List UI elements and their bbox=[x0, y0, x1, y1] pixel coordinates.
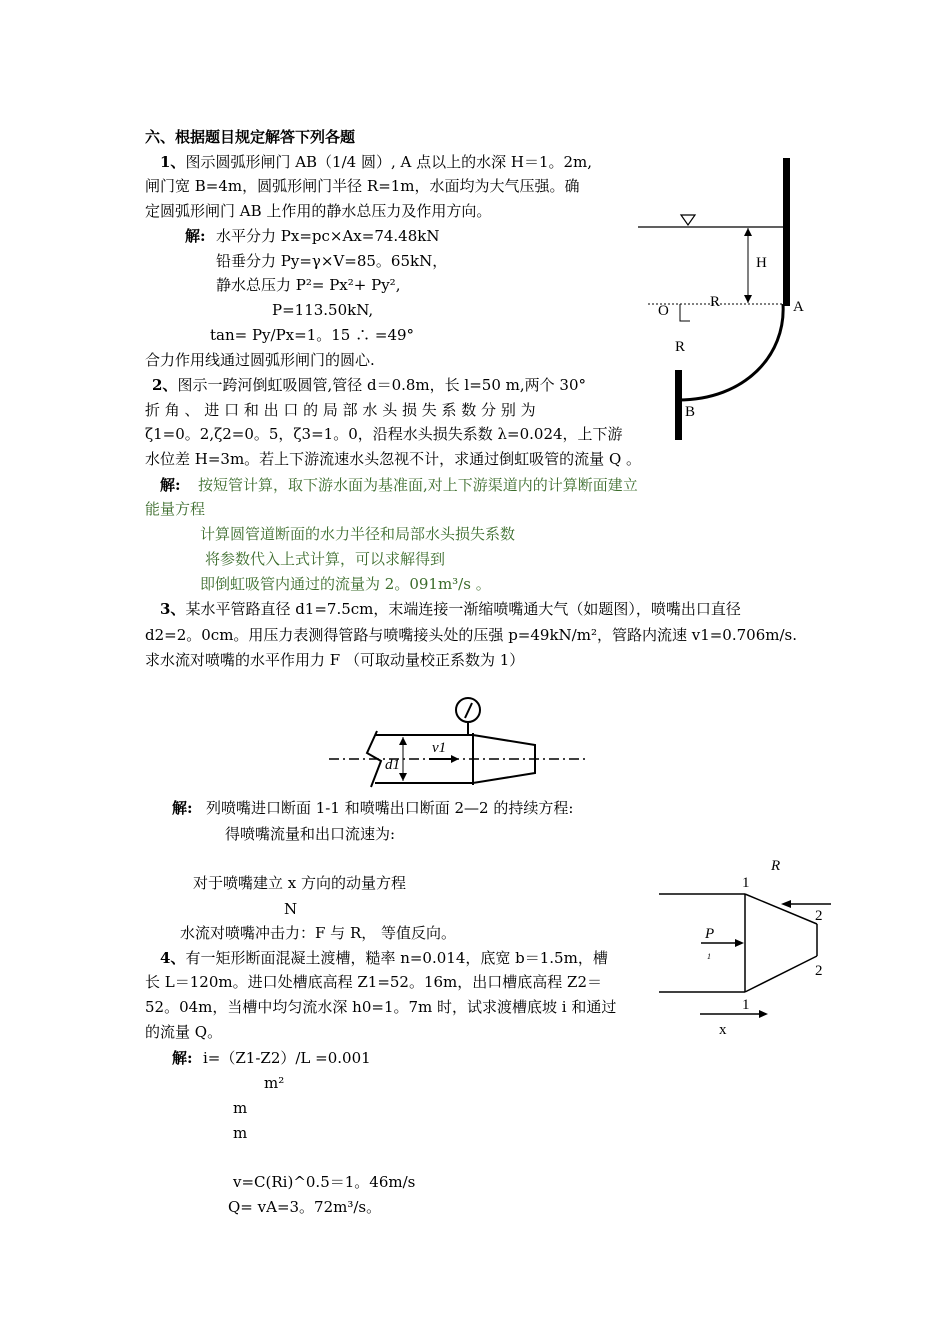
reaction-arrow bbox=[781, 900, 791, 908]
label-O: O bbox=[658, 303, 669, 319]
q1-solution-line6: 合力作用线通过圆弧形闸门的圆心. bbox=[145, 351, 375, 369]
q3-solution-line5: 水流对喷嘴冲击力：F 与 R， 等值反向。 bbox=[180, 924, 457, 942]
q4-solution-label: 解: bbox=[172, 1049, 193, 1067]
label-1-top: 1 bbox=[742, 875, 750, 891]
label-v1: v1 bbox=[432, 740, 447, 756]
control-volume-figure bbox=[655, 852, 845, 1047]
q3-line1: 3、某水平管路直径 d1=7.5cm，末端连接一渐缩喷嘴通大气（如题图），喷嘴出口直径 bbox=[160, 600, 741, 618]
q4-solution-line6: Q= vA=3。72m³/s。 bbox=[228, 1198, 382, 1216]
q1-line2: 闸门宽 B=4m，圆弧形闸门半径 R=1m，水面均为大气压强。确 bbox=[145, 177, 580, 195]
q2-solution-line4: 即倒虹吸管内通过的流量为 2。091m³/s 。 bbox=[200, 575, 491, 593]
q2-line1: 2、图示一跨河倒虹吸圆管,管径 d＝0.8m，长 l=50 m,两个 30° bbox=[152, 376, 586, 394]
q2-line4: 水位差 H=3m。若上下游流速水头忽视不计，求通过倒虹吸管的流量 Q 。 bbox=[145, 450, 642, 468]
q1-solution-label: 解: bbox=[185, 227, 206, 245]
q2-line3: ζ1=0。2,ζ2=0。5，ζ3=1。0，沿程水头损失系数 λ=0.024，上下游 bbox=[145, 425, 623, 443]
q4-solution-line4: m bbox=[233, 1124, 248, 1142]
label-2-top: 2 bbox=[815, 908, 823, 924]
q3-solution-line3: 对于喷嘴建立 x 方向的动量方程 bbox=[193, 874, 406, 892]
q3-solution-line4: N bbox=[284, 900, 298, 918]
svg-text:1: 1 bbox=[707, 952, 711, 961]
q2-solution-line2: 计算圆管道断面的水力半径和局部水头损失系数 bbox=[200, 525, 516, 543]
label-R-top: R bbox=[710, 294, 721, 310]
q1-solution-line4: P=113.50kN, bbox=[272, 301, 374, 319]
gate-wall bbox=[783, 158, 790, 306]
q3-solution-line2: 得喷嘴流量和出口流速为: bbox=[225, 825, 396, 843]
q1-line1: 1、图示圆弧形闸门 AB（1/4 圆）, A 点以上的水深 H＝1。2m, bbox=[160, 153, 593, 171]
nozzle-figure bbox=[325, 693, 595, 793]
label-A: A bbox=[793, 299, 804, 315]
q1-line3: 定圆弧形闸门 AB 上作用的静水总压力及作用方向。 bbox=[145, 202, 492, 220]
label-P: P bbox=[705, 926, 715, 942]
water-level-symbol bbox=[681, 215, 695, 225]
label-H: H bbox=[756, 255, 767, 271]
q3-solution-line1: 列喷嘴进口断面 1-1 和喷嘴出口断面 2—2 的持续方程: bbox=[206, 799, 574, 817]
gate-arc bbox=[678, 304, 783, 400]
q4-solution-line5: v=C(Ri)^0.5＝1。46m/s bbox=[233, 1173, 416, 1191]
q1-solution-line5: tan= Py/Px=1。15 ∴ =49° bbox=[210, 326, 415, 344]
q1-solution-line3: 静水总压力 P²= Px²+ Py², bbox=[216, 276, 401, 294]
q4-line4: 的流量 Q。 bbox=[145, 1023, 223, 1041]
q4-line3: 52。04m，当槽中均匀流水深 h0=1。7m 时，试求渡槽底坡 i 和通过 bbox=[145, 998, 617, 1016]
q2-solution-line1: 按短管计算，取下游水面为基准面,对上下游渠道内的计算断面建立 bbox=[198, 476, 638, 494]
label-R: R bbox=[771, 858, 781, 874]
q4-line1: 4、有一矩形断面混凝土渡槽，糙率 n=0.014，底宽 b＝1.5m，槽 bbox=[160, 949, 608, 967]
q2-solution-label: 解: bbox=[160, 476, 181, 494]
radial-gate-figure bbox=[630, 150, 830, 450]
q2-line2: 折 角 、 进 口 和 出 口 的 局 部 水 头 损 失 系 数 分 别 为 bbox=[145, 401, 536, 419]
q1-solution-line1: 水平分力 Px=pc×Ax=74.48kN bbox=[216, 227, 440, 245]
q4-solution-line2: m² bbox=[264, 1074, 285, 1092]
label-x: x bbox=[719, 1022, 727, 1038]
q2-solution-line1b: 能量方程 bbox=[145, 500, 206, 518]
q3-line3: 求水流对喷嘴的水平作用力 F （可取动量校正系数为 1） bbox=[145, 651, 525, 669]
section-title: 六、根据题目规定解答下列各题 bbox=[145, 128, 356, 146]
label-1-bottom: 1 bbox=[742, 997, 750, 1013]
label-d1: d1 bbox=[385, 757, 400, 773]
q2-solution-line3: 将参数代入上式计算，可以求解得到 bbox=[205, 550, 446, 568]
x-axis-arrow bbox=[759, 1010, 768, 1018]
label-B: B bbox=[685, 404, 696, 420]
q1-solution-line2: 铅垂分力 Py=γ×V=85。65kN， bbox=[216, 252, 448, 270]
flow-arrow bbox=[451, 755, 459, 763]
downstream-wall bbox=[675, 370, 682, 440]
label-2-bottom: 2 bbox=[815, 963, 823, 979]
label-R-left: R bbox=[675, 339, 686, 355]
pressure-arrow bbox=[735, 939, 744, 947]
q4-line2: 长 L＝120m。进口处槽底高程 Z1=52。16m，出口槽底高程 Z2＝ bbox=[145, 973, 603, 991]
q3-line2: d2=2。0cm。用压力表测得管路与喷嘴接头处的压强 p=49kN/m²，管路内流速 v1=0.706m/s. bbox=[145, 626, 797, 644]
q4-solution-line1: i=（Z1-Z2）/L =0.001 bbox=[203, 1049, 371, 1067]
q4-solution-line3: m bbox=[233, 1099, 248, 1117]
q3-solution-label: 解: bbox=[172, 799, 193, 817]
